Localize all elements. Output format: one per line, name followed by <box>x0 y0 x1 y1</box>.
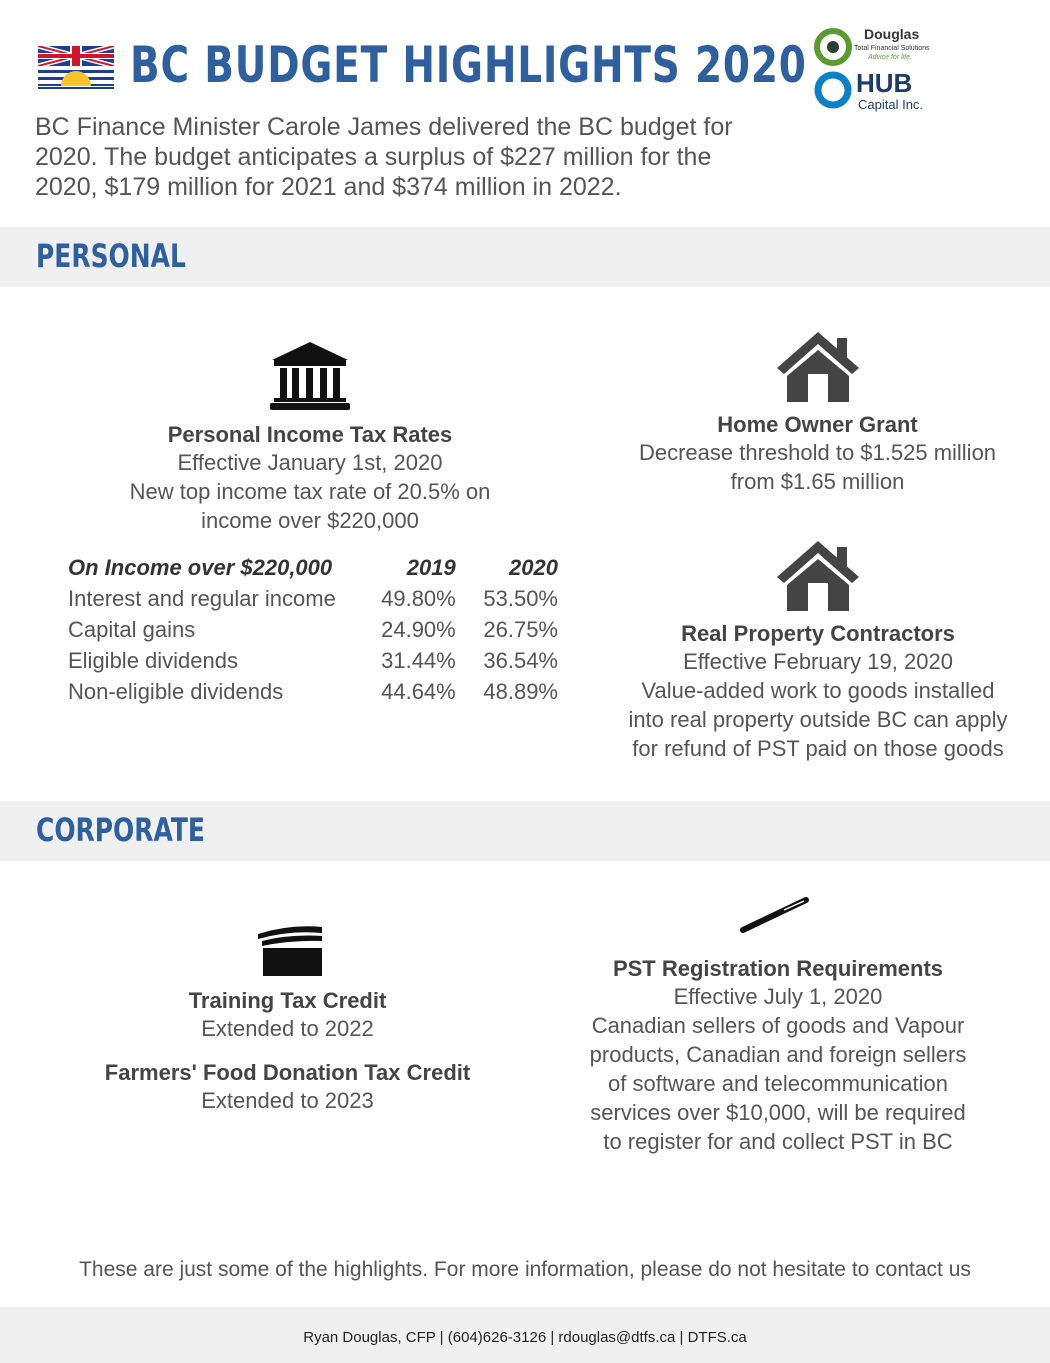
pst-line3: of software and telecommunication <box>608 1071 948 1096</box>
douglas-logo-icon <box>814 28 852 66</box>
income-tax-effective: Effective January 1st, 2020 <box>177 450 443 475</box>
table-header: 2020 <box>509 554 558 580</box>
table-cell: 36.54% <box>483 647 558 673</box>
table-cell: 24.90% <box>381 616 456 642</box>
house-icon <box>775 330 861 402</box>
training-block <box>60 988 515 1043</box>
income-tax-heading: Personal Income Tax Rates <box>167 422 453 447</box>
corporate-section-title: CORPORATE <box>36 811 205 849</box>
pst-line1: Canadian sellers of goods and Vapour <box>591 1013 965 1038</box>
table-row <box>68 583 568 614</box>
home-owner-line2: from $1.65 million <box>730 469 905 494</box>
table-cell: 53.50% <box>483 585 558 611</box>
table-header: On Income over $220,000 <box>68 554 333 580</box>
table-row <box>68 614 568 645</box>
pst-effective: Effective July 1, 2020 <box>673 984 883 1009</box>
table-cell: Non-eligible dividends <box>68 678 284 704</box>
pen-icon <box>740 896 810 936</box>
logo-top-name: Douglas <box>864 26 920 42</box>
pst-line5: to register for and collect PST in BC <box>603 1129 953 1154</box>
logo-bottom-sub: Capital Inc. <box>858 97 924 112</box>
bc-flag-icon <box>38 46 114 92</box>
income-tax-desc-line2: income over $220,000 <box>201 508 419 533</box>
logo-top-sub: Total Financial Solutions <box>854 45 930 52</box>
contractors-line2: into real property outside BC can apply <box>628 707 1008 732</box>
logo-bottom-name: HUB <box>856 68 913 98</box>
home-owner-line1: Decrease threshold to $1.525 million <box>638 440 997 465</box>
closing-note: These are just some of the highlights. For more information, please do not hesitate to contact us <box>79 1258 971 1281</box>
intro-text: BC Finance Minister Carole James delivered the BC budget for 2020. The budget anticipates a surplus of $227 million for the 2020, $179 million for 2021 and $374 million in 2022. <box>35 113 733 201</box>
table-cell: Eligible dividends <box>68 647 238 673</box>
table-cell: Capital gains <box>68 616 196 642</box>
pst-line2: products, Canadian and foreign sellers <box>589 1042 967 1067</box>
house-icon <box>775 539 861 611</box>
contractors-block <box>598 621 1038 763</box>
page-title: BC BUDGET HIGHLIGHTS 2020 <box>130 36 807 94</box>
contractors-heading: Real Property Contractors <box>681 621 955 646</box>
table-cell: Interest and regular income <box>68 585 336 611</box>
table-cell: 31.44% <box>381 647 456 673</box>
farmers-text: Extended to 2023 <box>201 1088 374 1113</box>
table-row <box>68 645 568 676</box>
training-heading: Training Tax Credit <box>188 988 387 1013</box>
table-cell: 26.75% <box>483 616 558 642</box>
pst-line4: services over $10,000, will be required <box>590 1100 966 1125</box>
pst-block <box>560 956 996 1156</box>
personal-section-title: PERSONAL <box>36 237 186 275</box>
table-cell: 48.89% <box>483 678 558 704</box>
table-header: 2019 <box>406 554 456 580</box>
training-text: Extended to 2022 <box>201 1016 374 1041</box>
logo-tagline: Advice for life. <box>868 54 912 61</box>
bank-icon <box>270 342 350 410</box>
income-tax-rates-table <box>68 552 568 707</box>
home-owner-heading: Home Owner Grant <box>717 412 918 437</box>
table-cell: 49.80% <box>381 585 456 611</box>
farmers-heading: Farmers' Food Donation Tax Credit <box>104 1060 471 1085</box>
home-owner-block <box>600 412 1035 496</box>
contractors-line1: Value-added work to goods installed <box>641 678 995 703</box>
income-tax-block <box>60 422 560 535</box>
factory-icon <box>256 924 324 976</box>
farmers-block <box>60 1060 515 1115</box>
table-cell: 44.64% <box>381 678 456 704</box>
table-header-row <box>68 552 568 583</box>
contractors-effective: Effective February 19, 2020 <box>683 649 953 674</box>
hub-logo-icon <box>814 71 852 109</box>
footer-contact: Ryan Douglas, CFP | (604)626-3126 | rdouglas@dtfs.ca | DTFS.ca <box>303 1329 747 1346</box>
table-row <box>68 676 568 707</box>
income-tax-desc-line1: New top income tax rate of 20.5% on <box>129 479 491 504</box>
company-logo <box>812 26 942 116</box>
contractors-line3: for refund of PST paid on those goods <box>632 736 1004 761</box>
pst-heading: PST Registration Requirements <box>612 956 944 981</box>
